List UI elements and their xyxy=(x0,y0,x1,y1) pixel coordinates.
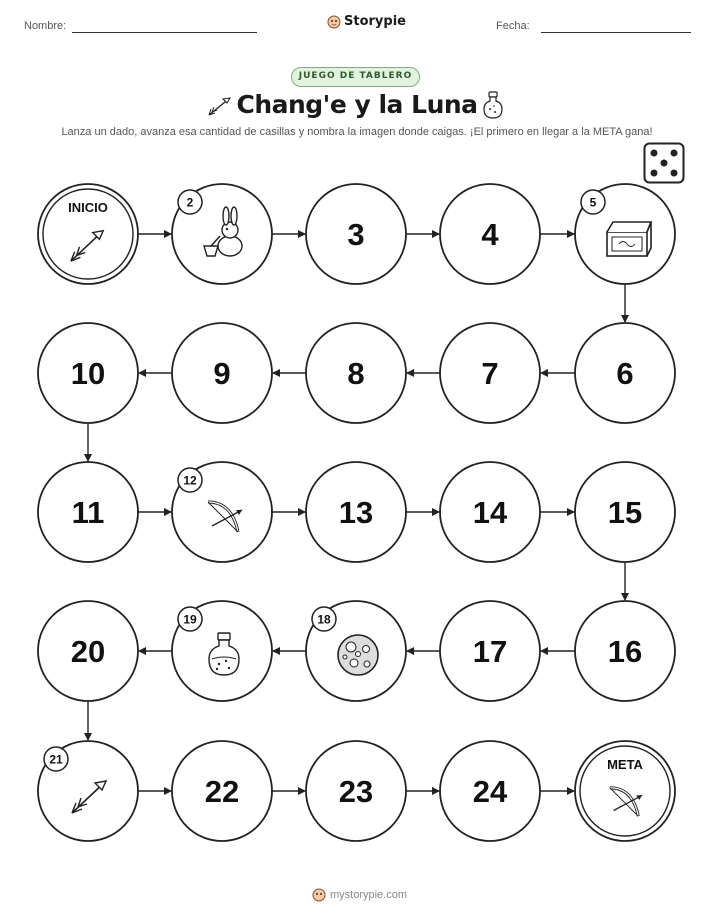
instructions-text: Lanza un dado, avanza esa cantidad de casillas y nombra la imagen donde caigas. ¡El primero en llegar a la META gana! xyxy=(61,126,653,138)
space-21 xyxy=(38,741,138,841)
space-19 xyxy=(172,601,272,701)
space-8 xyxy=(306,323,406,423)
space-15 xyxy=(575,462,675,562)
space-number: 8 xyxy=(347,356,365,391)
space-number: 3 xyxy=(347,217,365,252)
space-18 xyxy=(306,601,406,701)
date-label: Fecha: xyxy=(496,20,530,32)
space-number: 4 xyxy=(481,217,499,252)
space-4 xyxy=(440,184,540,284)
space-number: 16 xyxy=(607,634,643,669)
svg-text:2: 2 xyxy=(186,195,194,210)
svg-text:5: 5 xyxy=(589,195,597,210)
space-number-badge xyxy=(312,607,336,631)
svg-text:19: 19 xyxy=(183,612,197,627)
goal-label: META xyxy=(607,757,643,772)
space-11 xyxy=(38,462,138,562)
space-number: 10 xyxy=(70,356,106,391)
space-14 xyxy=(440,462,540,562)
svg-text:21: 21 xyxy=(49,752,63,767)
space-number: 20 xyxy=(70,634,106,669)
space-3 xyxy=(306,184,406,284)
space-goal xyxy=(575,741,675,841)
space-12 xyxy=(172,462,272,562)
space-23 xyxy=(306,741,406,841)
space-number: 17 xyxy=(472,634,508,669)
space-number-badge xyxy=(581,190,605,214)
space-22 xyxy=(172,741,272,841)
footer-brand xyxy=(312,888,407,902)
game-type-badge: JUEGO DE TABLERO xyxy=(291,67,420,87)
space-number: 23 xyxy=(338,774,374,809)
space-number: 7 xyxy=(481,356,499,391)
page-title: Chang'e y la Luna xyxy=(236,90,478,119)
space-number: 13 xyxy=(338,495,374,530)
name-label: Nombre: xyxy=(24,20,67,32)
svg-text:18: 18 xyxy=(317,612,331,627)
svg-text:12: 12 xyxy=(183,473,197,488)
moon-icon xyxy=(338,635,378,675)
space-number: 14 xyxy=(472,495,508,530)
space-number-badge xyxy=(44,747,68,771)
space-number: 24 xyxy=(472,774,508,809)
chest-icon xyxy=(607,222,651,256)
space-9 xyxy=(172,323,272,423)
space-16 xyxy=(575,601,675,701)
start-label: INICIO xyxy=(68,200,108,215)
storypie-mascot-icon xyxy=(312,888,326,902)
space-10 xyxy=(38,323,138,423)
space-number: 22 xyxy=(204,774,240,809)
space-6 xyxy=(575,323,675,423)
space-13 xyxy=(306,462,406,562)
space-17 xyxy=(440,601,540,701)
space-24 xyxy=(440,741,540,841)
space-number: 9 xyxy=(213,356,231,391)
space-7 xyxy=(440,323,540,423)
space-number-badge xyxy=(178,468,202,492)
space-number: 6 xyxy=(616,356,634,391)
space-20 xyxy=(38,601,138,701)
space-number-badge xyxy=(178,607,202,631)
brand-name: Storypie xyxy=(344,14,406,29)
space-start xyxy=(38,184,138,284)
footer-url: mystorypie.com xyxy=(330,889,408,901)
space-5 xyxy=(575,184,675,284)
space-number-badge xyxy=(178,190,202,214)
space-2 xyxy=(172,184,272,284)
space-number: 11 xyxy=(71,495,105,530)
space-number: 15 xyxy=(607,495,643,530)
